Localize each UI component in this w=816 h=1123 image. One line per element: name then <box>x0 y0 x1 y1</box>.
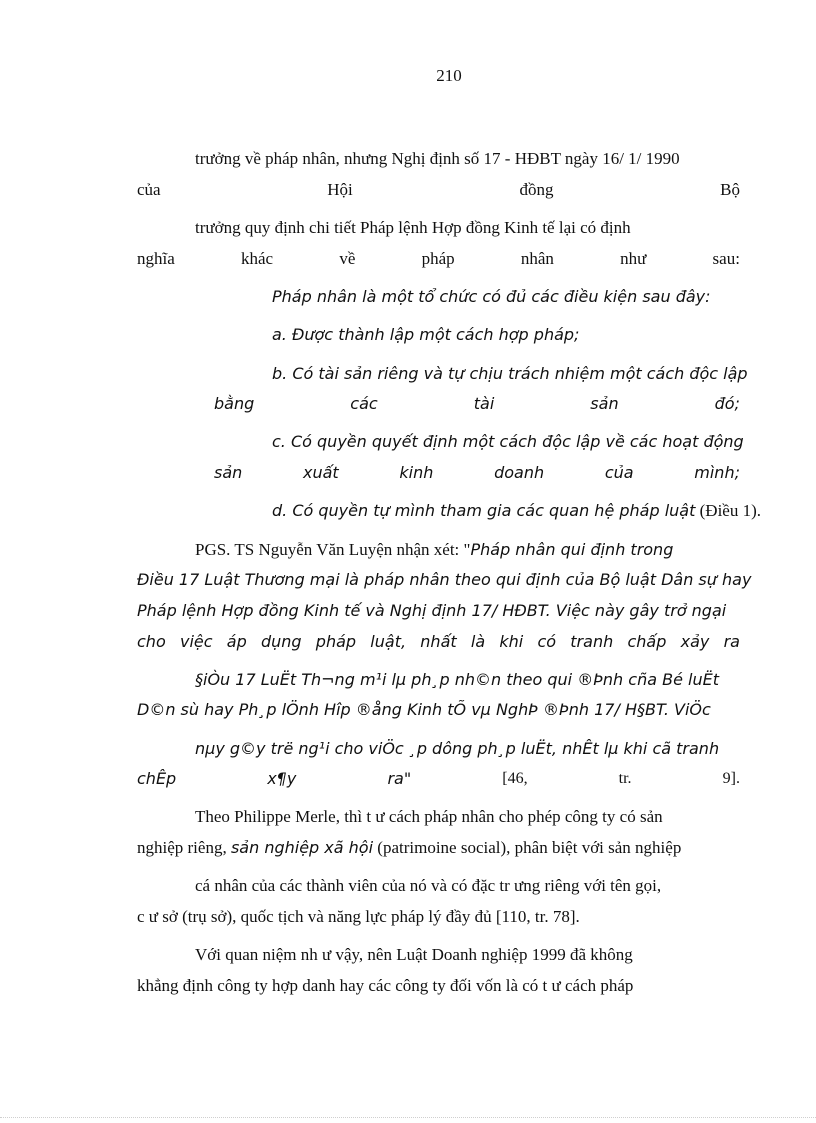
garbled-line <box>137 769 740 789</box>
word: xuất <box>302 463 339 482</box>
text-line <box>195 540 673 560</box>
word: [46, <box>502 770 528 787</box>
quote-line: Điều 17 Luật Thương mại là pháp nhân theo qui định của Bộ luật Dân sự hay <box>137 570 752 589</box>
text-line: c ư sở (trụ sở), quốc tịch và năng lực pháp lý đầy đủ [110, tr. 78]. <box>137 907 580 926</box>
text-segment: nghiệp riêng, <box>137 838 231 857</box>
garbled-line: §iÒu 17 LuËt Th¬ng m¹i lµ ph¸p nh©n theo qui ®Þnh cña Bé luËt <box>195 670 719 689</box>
word: pháp <box>315 632 357 651</box>
text-line <box>137 838 681 858</box>
word: chấp <box>627 632 667 651</box>
text-segment: (patrimoine social), phân biệt với sản nghiệp <box>373 838 682 857</box>
word: có <box>537 632 557 651</box>
quote-line <box>272 501 761 521</box>
word: của <box>137 180 161 199</box>
quote-line: c. Có quyền quyết định một cách độc lập về các hoạt động <box>272 432 744 451</box>
word: của <box>604 463 634 482</box>
quote-line <box>214 394 740 414</box>
word: sản <box>214 463 243 482</box>
word: khác <box>241 249 274 268</box>
text-line: cá nhân của các thành viên của nó và có đặc tr ưng riêng với tên gọi, <box>195 876 662 895</box>
text-segment: trưởng quy định chi tiết Pháp lệnh Hợp đồng Kinh tế lại có định <box>195 218 631 237</box>
word: là <box>470 632 486 651</box>
page-bottom-border <box>0 1117 816 1118</box>
text-segment: PGS. TS Nguyễn Văn Luyện nhận xét: " <box>195 540 471 559</box>
text-segment: trưởng về pháp nhân, nhưng Nghị định số 17 - HĐBT ngày 16/ 1/ 1990 <box>195 149 680 168</box>
garbled-line: nµy g©y trë ng¹i cho viÖc ¸p dông ph¸p luËt, nhÊt lµ khi cã tranh <box>195 739 720 758</box>
quote-line <box>214 463 740 483</box>
text-line <box>195 149 740 169</box>
word: chÊp <box>137 769 177 788</box>
word: mình; <box>694 463 740 482</box>
word: ra <box>723 632 740 651</box>
word: tranh <box>570 632 614 651</box>
word: các <box>350 394 378 413</box>
text-line: Với quan niệm nh ư vậy, nên Luật Doanh nghiệp 1999 đã không <box>195 945 633 964</box>
word: xảy <box>680 632 710 651</box>
word: luật, <box>370 632 407 651</box>
word: nhất <box>420 632 457 651</box>
quote-text: d. Có quyền tự mình tham gia các quan hệ pháp luật <box>272 501 696 520</box>
quote-text: Pháp nhân qui định trong <box>470 540 674 559</box>
word: sản <box>590 394 619 413</box>
word: 9]. <box>722 770 740 787</box>
word: bằng <box>214 394 255 413</box>
garbled-line: D©n sù hay Ph¸p lÖnh Hîp ®ång Kinh tÕ vµ NghÞ ®Þnh 17/ H§BT. ViÖc <box>137 700 711 719</box>
word: kinh <box>399 463 434 482</box>
text-line: Theo Philippe Merle, thì t ư cách pháp nhân cho phép công ty có sản <box>195 807 663 826</box>
word: Bộ <box>720 180 740 199</box>
word: ra" <box>387 769 412 788</box>
word: Hội <box>327 180 353 199</box>
word: khi <box>499 632 524 651</box>
word: dụng <box>260 632 302 651</box>
word: áp <box>226 632 247 651</box>
quote-line: Pháp lệnh Hợp đồng Kinh tế và Nghị định 17/ HĐBT. Việc này gây trở ngại <box>137 601 727 620</box>
word: về <box>339 249 356 268</box>
quote-line: Pháp nhân là một tổ chức có đủ các điều kiện sau đây: <box>272 287 711 306</box>
word: x¶y <box>267 769 297 788</box>
word: tài <box>473 394 495 413</box>
text-line <box>195 218 740 238</box>
text-line: khẳng định công ty hợp danh hay các công ty đối vốn là có t ư cách pháp <box>137 976 634 995</box>
word: tr. <box>618 770 632 787</box>
word: pháp <box>421 249 455 268</box>
word: như <box>620 249 647 268</box>
word: đó; <box>714 394 740 413</box>
text-segment: sản nghiệp xã hội <box>230 838 374 857</box>
word: doanh <box>494 463 545 482</box>
text-line <box>137 180 740 200</box>
quote-line: a. Được thành lập một cách hợp pháp; <box>272 325 580 344</box>
word: nhân <box>520 249 554 268</box>
citation: (Điều 1). <box>695 501 762 520</box>
word: cho <box>137 632 166 651</box>
text-line <box>137 249 740 269</box>
word: việc <box>179 632 213 651</box>
word: sau: <box>712 249 740 268</box>
word: nghĩa <box>137 249 175 268</box>
quote-line <box>137 632 740 652</box>
word: đồng <box>519 180 554 199</box>
page-number: 210 <box>436 66 462 85</box>
quote-line: b. Có tài sản riêng và tự chịu trách nhiệm một cách độc lập <box>272 364 748 383</box>
